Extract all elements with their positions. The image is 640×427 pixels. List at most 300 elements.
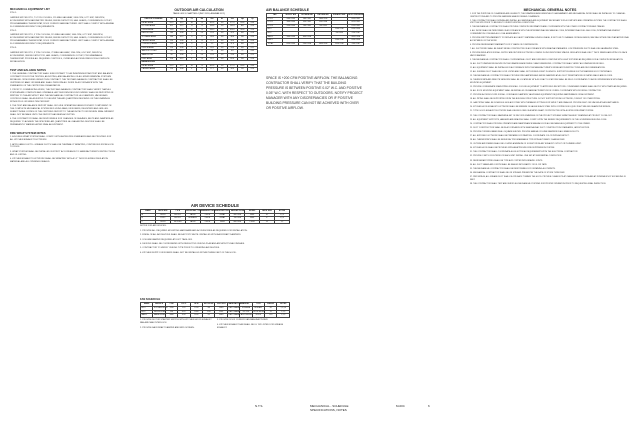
table-row (141, 220, 290, 224)
table-cell: MAU-1 (267, 35, 283, 39)
general-notes-body (470, 13, 630, 185)
general-note: 28. ALL THERMOSTATS SHALL BE SEVEN DAY PROGRAMMABLE TYPE WITH AUTOMATIC CHANGEOVER. (470, 139, 565, 142)
table-cell: 90 (167, 53, 177, 57)
table-cell: 577.0 (227, 21, 237, 25)
general-note: 36. MECHANICAL CONTRACTOR SHALL BE ON SITE AND PRESENT AT THE DATE OF STORE TURNOVER. (470, 171, 565, 174)
table-cell: MAKE-UP AIR (154, 314, 166, 317)
column-header: Voz (227, 18, 237, 22)
table-cell: CORRIDOR AREA (141, 43, 167, 47)
table-cell: 0.06 (177, 32, 187, 36)
table-cell: 205.8 (227, 25, 237, 29)
column-header: EXHAUST AIR (331, 14, 347, 18)
table-cell: 11.6 (227, 43, 237, 47)
table-cell: 0.8 (217, 57, 227, 61)
column-header: NOTES (275, 210, 290, 214)
table-cell: 100 (237, 46, 247, 50)
general-note: 5. PROVIDE WRITTEN WARRANTY TO REPLACE ALL FAULTY MATERIALS WHICH USAGE, IF NOT DUE TO DAMAGE OR NEGLIGENCE, MAY FAIL WITHIN ONE YEAR AFTER FINAL ACCEPTANCE OF THE WORK. (470, 37, 629, 42)
table-cell: 1000 (165, 314, 177, 318)
table-cell: SUPPLY (170, 213, 185, 217)
table-cell: 1150 CFM (315, 21, 331, 25)
fan-note: 1. PROVIDE MOTOR STARTER SWITCH WITH KITCHEN HOOD EXHAUST FAN AND MAU INTERLOCK. (140, 319, 212, 325)
table-cell: 0.21 (247, 46, 257, 50)
table-cell: PRICE (200, 220, 215, 224)
column-header: BLDG PRESSURE (348, 14, 364, 16)
table-cell: -150 CFM (347, 31, 363, 35)
column-header: E.S.P. (178, 303, 190, 307)
table-cell: PREP AREA (141, 57, 167, 61)
table-cell: 164.6 (207, 25, 217, 29)
column-header: MODEL (240, 303, 252, 307)
table-cell: -200 CFM (347, 42, 363, 46)
test-balance-paragraph: 4. THE CONTRACTOR SHALL BE RESPONSIBLE FOR CHANGES OF SHEAVES, BELTS AND DAMPERS AS REQUIRED TO ACHIEVE THE SPECIFIED AIR QUANTITIES. ALL BALANCING DEVICES SHALL BE PERMANENTLY MARKED AFTER FINAL ADJUSTMENT. (10, 118, 114, 126)
table-cell: 300 CFM (299, 24, 315, 28)
table-cell: 0.8 (217, 46, 227, 50)
column-header: VOLTS/PH (216, 303, 226, 306)
table-cell: 1 (187, 53, 197, 57)
table-cell: PRICE (200, 217, 215, 221)
equipment-list-body (10, 12, 115, 63)
column-header: MAX AIR FLOW (230, 210, 245, 212)
table-cell: 0.13 (247, 53, 257, 57)
table-cell: SAME ROOM (141, 53, 167, 57)
table-cell: 110 (167, 46, 177, 50)
table-cell: 40 (187, 28, 197, 32)
table-cell: 24X24 (155, 220, 170, 224)
table-cell: 800 (237, 25, 247, 29)
table-cell: 27.2 (207, 39, 217, 43)
table-cell: JANITOR CLOSET (141, 50, 167, 54)
table-cell: 0.8 (217, 28, 227, 32)
table-cell: 69.0 (227, 57, 237, 61)
air-device-note: 1. PROVIDE ALL REQUIRED MOUNTING HARDWARE AND ACCESSORIES AS REQUIRED FOR INSTALLATION. (140, 229, 248, 232)
column-header: Pz (187, 18, 197, 22)
table-cell: 120 (237, 39, 247, 43)
table-cell: KITCHEN AREA (141, 25, 167, 29)
general-note: 20. KITCHEN HOOD EXHAUST DUCTWORK SHALL BE MINIMUM 16 GAUGE BLACK STEEL WITH CONTINUOUS LIQUID-TIGHT WELDED SEAMS PER NFPA 96. (470, 106, 611, 109)
table-cell: +450 CFM (347, 21, 363, 25)
column-header: MODEL (245, 210, 260, 214)
table-cell: 1972 (167, 21, 177, 25)
table-cell: LAY-IN (185, 220, 200, 224)
table-cell: 2550 CFM (331, 42, 347, 46)
general-note: 17. PROVIDE ACCESS DOORS FOR ALL CONCEALED DAMPERS, VALVES AND EQUIPMENT REQUIRING MAINTENANCE OR ADJUSTMENT. (470, 94, 595, 97)
table-cell: 28.8 (207, 35, 217, 39)
table-cell: 208/3 (215, 314, 227, 318)
air-device-table (140, 209, 290, 224)
column-header: SUPPLY AIR (283, 14, 299, 18)
general-notes-column (470, 8, 630, 185)
table-cell: 461.6 (207, 21, 217, 25)
table-cell: 1000 CFM (283, 35, 299, 39)
table-cell: RESTROOMS (141, 32, 167, 36)
table-cell: 0.8 (217, 35, 227, 39)
column-header: RPM (190, 303, 202, 307)
test-balance-paragraph: 1. THE GENERAL CONTRACTOR SHALL SUBCONTRACT TO AN INDEPENDENT AIR TEST AND BALANCE CONTRACTOR FOR THE TESTING, ADJUSTING, AND BALANCING OF ALL ENVIRONMENTAL SYSTEMS INSTALLED OR MODIFIED UNDER THIS CONTRACT. THE TEST AND BALANCE CONTRACTOR SHALL BE CERTIFIED BY AABC OR NEBB AND SHALL PERFORM ALL WORK IN ACCORDANCE WITH THE STANDARDS OF THE CERTIFYING ORGANIZATION. (10, 72, 113, 87)
general-note: 9. THE MECHANICAL CONTRACTOR SHALL COORDINATE ALL DUCT AND DIFFUSER LOCATIONS WITH LIGHT FIXTURES AS REQUIRED FOR A COMPLETE INSTALLATION. (470, 58, 624, 61)
table-cell: +1000 CFM (347, 35, 363, 39)
table-cell: 5.4 (207, 50, 217, 54)
sheet-title-line-2: SPECIFICATIONS, NOTES (310, 408, 347, 412)
table-cell: 0.8 (217, 39, 227, 43)
table-cell: 200 (237, 32, 247, 36)
table-cell: 9.3 (207, 43, 217, 47)
air-device-notes (140, 225, 290, 254)
table-cell: 24X24 (155, 213, 170, 217)
table-cell: 0.09 (247, 50, 257, 54)
table-cell: 0.36 (247, 64, 257, 68)
table-cell: 7.5 (197, 28, 207, 32)
table-cell: 623.6 (227, 28, 237, 32)
column-header: OUTSIDE AIR (299, 14, 315, 18)
equipment-notes-column (10, 8, 115, 164)
table-cell: 0.16 (247, 32, 257, 36)
column-header: TYPE (170, 210, 185, 214)
air-device-schedule (140, 203, 290, 255)
table-cell: EF-1 (141, 307, 153, 311)
general-note: 3. THE MECHANICAL CONTRACTOR SHALL PROVIDE COMPLETE INFORMATION AND COORDINATE WITH THE OTHER CONTRACTORS AND TRADES. (470, 26, 605, 29)
table-cell: A1-D.500-G10 (240, 314, 253, 317)
column-header: WEIGHT (265, 303, 277, 307)
table-cell: SMD (245, 217, 260, 221)
general-note: 14. THERMOSTATS AND REMOTE SENSORS SHALL BE LOCATED AT 48" A.F.F. EXACT LOCATIONS SHALL BE FIELD COORDINATED TO AVOID INTERFERENCE WITH WALL MOUNTED EQUIPMENT. (470, 79, 624, 84)
general-note: 11. ALL EQUIPMENT SHALL BE INSTALLED IN ACCORDANCE WITH THE MANUFACTURER'S INSTALLATION INSTRUCTIONS AND RECOMMENDATIONS. (470, 66, 606, 69)
general-note: 8. PROVIDE INSULATION FOR ALL SUPPLY AND RETURN DUCTWORK LOCATED IN UNCONDITIONED SPACES. INSULATION SHALL BE 2" THICK FIBERGLASS WITH FOIL FACE VAPOR BARRIER. (470, 52, 628, 57)
table-cell: 1200 CFM (331, 39, 347, 43)
table-cell: 1250 (190, 307, 202, 311)
table-cell: 0.8 (217, 21, 227, 25)
table-cell: DU 12D (240, 310, 252, 314)
general-note: 7. ALL DUCTWORK SHALL BE SHEET METAL CONSTRUCTED IN ACCORDANCE WITH SMACNA STANDARDS. LOW PRESSURE DUCTS SHALL BE GALVANIZED STEEL. (470, 47, 620, 50)
general-note: 32. PROVIDE 3 SETS OF FILTERS FOR EACH UNIT. INSTALL ONE SET AT SUBSTANTIAL COMPLETION. (470, 155, 562, 158)
general-note: 6. PROVIDE REFRIGERANT WARRANTY FOR 5 YEARS ON COMPRESSORS. (470, 43, 539, 46)
sheet-title-line-1: MECHANICAL - SCHEDULE (310, 404, 349, 408)
air-device-note: 2. FINISH OF ALL AIR DEVICES SHALL BE FACTORY WHITE. INSTALLED WITH BACKDRAFT DAMPERS. (140, 234, 242, 237)
table-cell: 27.2 (207, 68, 217, 72)
column-header: TYPE (252, 303, 264, 307)
air-device-title: AIR DEVICE SCHEDULE (190, 203, 240, 208)
table-cell: 7.5 (197, 68, 207, 72)
equipment-list-title: MECHANICAL EQUIPMENT LIST (10, 8, 50, 11)
table-cell: +300 CFM (347, 24, 363, 28)
table-cell: 1800 CFM (315, 17, 331, 21)
air-device-note: NOTES FOR AIR DEVICES: (140, 225, 167, 228)
table-cell: 12X12 (155, 217, 170, 221)
table-cell: 0.06 (177, 39, 187, 43)
fan-schedule (140, 298, 290, 330)
table-cell: 45 (167, 50, 177, 54)
table-row (141, 68, 258, 72)
table-cell: 1,2,3 (275, 217, 290, 221)
table-cell: 498.9 (207, 28, 217, 32)
table-cell: 0.06 (177, 46, 187, 50)
table-cell: 4 (187, 57, 197, 61)
fan-notes (140, 319, 290, 330)
general-notes-title: MECHANICAL GENERAL NOTES (523, 8, 577, 12)
table-cell: 6200 CFM (283, 42, 299, 46)
table-cell: 1/2 (203, 314, 215, 318)
table-cell: 13.0 (227, 53, 237, 57)
test-balance-body (10, 73, 115, 127)
table-cell: PDDR (245, 220, 260, 224)
table-cell: RTU-3 (267, 24, 283, 28)
general-note: 29. OUTSIDE AIR INTAKES SHALL BE LOCATED A MINIMUM OF 10 FEET FROM ANY EXHAUST OUTLET OR PLUMBING VENT. (470, 143, 582, 146)
table-cell: 0 (197, 35, 207, 39)
table-cell: 32.3 (227, 32, 237, 36)
table-cell: 0 (197, 43, 207, 47)
general-note: 10. ALL DUCT DIMENSIONS SHOWN ON THE DRAWINGS ARE INSIDE CLEAR DIMENSIONS. CONTRACTOR SHALL VERIFY ALL DIMENSIONS IN FIELD. (470, 62, 605, 65)
column-header: Az (167, 18, 177, 22)
table-cell: 1,2,3 (277, 310, 290, 314)
table-cell: 120 (167, 39, 177, 43)
table-cell: 6" (260, 217, 275, 221)
table-cell: 0.12 (177, 57, 187, 61)
table-cell: 1100 (190, 314, 202, 318)
table-cell: 0.36 (247, 21, 257, 25)
table-cell: LAY-IN (185, 213, 200, 217)
table-cell: 208/3 (215, 307, 227, 311)
table-cell: CASHIER AREA (141, 68, 167, 72)
scale-label: N.T.S. (255, 404, 264, 408)
table-cell: -1200 CFM (347, 39, 363, 43)
column-header: NOTES (277, 303, 290, 307)
table-cell: 250 (237, 57, 247, 61)
table-cell: 1972 (167, 64, 177, 68)
column-header: Vpz (237, 18, 247, 22)
test-balance-paragraph: 2. PRIOR TO COMMENCING WORK, THE TEST AND BALANCE CONTRACTOR SHALL VERIFY THAT ALL SYSTEMS ARE COMPLETE AND OPERABLE. ANY DEFICIENCIES DISCOVERED SHALL BE REPORTED IN WRITING TO THE ARCHITECT AND THE MECHANICAL CONTRACTOR. ALL DAMPERS, VALVES AND CONTROLS SHALL BE ADJUSTED TO DELIVER THE AIR QUANTITIES INDICATED ON THE DRAWINGS WITHIN PLUS OR MINUS TEN PERCENT. (10, 88, 114, 103)
general-note: 25. DUCT CONSTRUCTION SHALL BE IN ACCORDANCE WITH SMACNA HVAC DUCT CONSTRUCTION STANDARDS, LATEST EDITION. (470, 126, 590, 129)
fire-wrap-body (10, 136, 115, 164)
air-balance-title: AIR BALANCE SCHEDULE (266, 8, 309, 12)
table-subheader: BREAKROOMS (141, 61, 258, 65)
table-cell: 210 (265, 314, 277, 318)
table-cell: 34.0 (227, 39, 237, 43)
table-cell: 0.26 (247, 25, 257, 29)
table-cell: 180 (167, 32, 177, 36)
table-cell: 1,2,3,4 (277, 307, 290, 311)
table-cell: 0.12 (177, 64, 187, 68)
table-cell: 2350 CFM (299, 42, 315, 46)
table-cell: 0.28 (247, 57, 257, 61)
table-cell: 25 (265, 310, 277, 314)
table-row (141, 314, 290, 318)
general-note: 22. THE CONTRACTOR SHALL MAINTAIN A SET OF RECORD DRAWINGS ON THE PROJECT SITE AND SUBMIT AS-BUILT DRAWINGS AT PROJECT CLOSE-OUT. (470, 114, 613, 117)
column-header: MARK (141, 210, 156, 214)
table-cell: 120 (167, 68, 177, 72)
general-note: 19. GAS PIPING SHALL BE SCHEDULE 40 BLACK STEEL WITH THREADED FITTINGS FOR SIZES 2" AND SMALLER. PROVIDE SHUT-OFF VALVES AT EACH APPLIANCE. (470, 102, 620, 105)
table-cell: 120/1 (215, 310, 227, 314)
column-header: MANUFACTURER (228, 303, 244, 306)
general-note: 38. THE CONTRACTOR SHALL TEST AND VERIFY ALL MECHANICAL SYSTEMS FOR PROPER OPERATION PRIOR TO REQUESTING FINAL INSPECTION. (470, 182, 606, 185)
general-note: 2. THE CONTRACTOR SHALL FURNISH AND INSTALL ALL MATERIALS AND EQUIPMENT NECESSARY FOR A COMPLETE AND OPERATING SYSTEM. THE CONTRACTOR SHALL VISIT THE SITE PRIOR TO BIDDING TO VERIFY EXISTING CONDITIONS. (470, 19, 627, 25)
table-cell: EF-2 (141, 310, 153, 314)
general-note: 35. THE MECHANICAL CONTRACTOR SHALL BE RESPONSIBLE FOR OBTAINING ALL PERMITS. (470, 167, 556, 170)
table-cell: RETAIL AREA (141, 21, 167, 25)
table-cell: CAPTIVEAIRE (228, 314, 241, 317)
table-cell: 0 (197, 50, 207, 54)
air-device-note: 6. KITCHEN SUPPLY DIFFUSERS SHALL NOT BE INSTALLED WITHIN THREE FEET OF THE HOOD. (140, 251, 237, 254)
general-note: 27. ALL EXPOSED DUCTWORK SHALL BE PREPARED FOR PAINTING. COORDINATE COLOR WITH ARCHITECT. (470, 135, 570, 137)
table-cell: 150 CFM (331, 31, 347, 35)
table-cell: 240 (167, 35, 177, 39)
table-cell: 900 CFM (315, 24, 331, 28)
column-header: DESCRIPTION (216, 210, 229, 212)
table-cell: 100 (237, 43, 247, 47)
table-cell: 30 (187, 64, 197, 68)
general-note: 12. ALL FLEXIBLE DUCT SHALL BE UL 181 LISTED AND SHALL NOT EXCEED 6 FEET IN LENGTH. SUPPORT FLEXIBLE DUCT AT MAXIMUM 4 FOOT INTERVALS. (470, 71, 613, 73)
table-cell: 0.8 (217, 50, 227, 54)
table-cell: 1200 CFM (283, 24, 299, 28)
test-balance-paragraph: 3. THE TEST AND BALANCE REPORT SHALL INCLUDE OPERATING DATA FOR EVERY COMPONENT OF THE COMPLETE MECHANICAL SYSTEM INCLUDING FANS, DIFFUSERS, REGISTERS AND GRILLES. SUBMIT THREE COPIES OF THE CERTIFIED REPORT TO THE ARCHITECT FOR REVIEW. FINAL PAYMENT SHALL NOT BE MADE UNTIL THE REPORT HAS BEEN ACCEPTED. (10, 104, 114, 116)
table-cell: 7.5 (197, 64, 207, 68)
outdoor-air-calc-table (140, 17, 258, 72)
table-cell: C (141, 220, 156, 224)
table-cell: RETAIL AREA (141, 64, 167, 68)
table-cell: 4 (187, 68, 197, 72)
table-cell: 0.06 (177, 43, 187, 47)
table-cell: 100 (237, 53, 247, 57)
table-cell: RETURN (170, 220, 185, 224)
column-header: FACE SIZE (155, 210, 170, 214)
sheet-number: M-004 (396, 404, 405, 408)
table-cell: 0.24 (247, 35, 257, 39)
equipment-paragraph: RTU-3: (10, 47, 17, 50)
table-cell: SMD (245, 213, 260, 217)
table-cell: 1600 (237, 64, 247, 68)
table-cell: CAPTIVEAIRE (228, 310, 241, 313)
table-cell: 0 (187, 50, 197, 54)
table-cell: 400 CFM (230, 213, 245, 217)
title-block (200, 404, 500, 412)
table-cell: 1.25" (178, 307, 190, 311)
table-cell: 10.4 (207, 53, 217, 57)
table-cell: 210 (167, 57, 177, 61)
table-cell: 14" (260, 220, 275, 224)
column-header: MARK (141, 303, 153, 307)
table-cell: 461.6 (207, 64, 217, 68)
outdoor-air-calc-title: OUTDOOR AIR CALCULATION (174, 8, 224, 12)
table-cell: 1200 CFM (331, 28, 347, 32)
general-note: 13. THE MECHANICAL CONTRACTOR SHALL PROVIDE FIRE DAMPERS AND SMOKE DAMPERS AT ALL DUCT PENETRATIONS OF RATED WALLS AND FLOORS. (470, 75, 613, 78)
column-header: SERVICE (153, 303, 165, 307)
table-cell: 1,2,3 (275, 213, 290, 217)
table-cell: 1200 (165, 307, 177, 311)
general-note: 18. ALL PIPING SHALL BE SUPPORTED FROM THE BUILDING STRUCTURE. DO NOT SUPPORT FROM DUCTWORK, CONDUIT OR OTHER PIPING. (470, 98, 601, 101)
equipment-paragraph: CARRIER 48TCED RTU, 5 TON COOLING, 115 MBH GAS HEAT, 1600 CFM, 0.75" ESP, 208V/3PH, ECONOMIZER WITH BAROMETRIC RELIEF, SMOKE DETECTOR, HAIL GUARD, CONVENIENCE OUTLET, PROGRAMMABLE THERMOSTAT, ROOF CURB BY MANUFACTURER. UNIT SHALL COMPLY WITH ASHRAE 90.1 MINIMUM EFFICIENCY REQUIREMENTS. (10, 34, 115, 46)
table-cell: 0 (187, 35, 197, 39)
general-note: 21. TYPE I HOOD EXHAUST DUCTWORK SHALL BE ENCLOSED IN A RATED SHAFT OR PROTECTED WITH A LISTED FIRE WRAP SYSTEM. (470, 110, 594, 113)
table-cell: CASHIER AREA (141, 39, 167, 43)
column-header: Ez (217, 18, 227, 22)
table-cell: 25.8 (207, 32, 217, 36)
table-cell: DU50HFA (240, 307, 252, 311)
table-cell: -1200 CFM (347, 28, 363, 32)
table-cell: 1600 (237, 21, 247, 25)
column-header: DESCRIPTION/AREA (141, 18, 167, 22)
general-note: 24. CONTRACTOR SHALL PROVIDE OPERATION AND MAINTENANCE MANUALS FOR ALL MECHANICAL EQUIPMENT TO THE OWNER. (470, 122, 591, 125)
table-cell: 5.0 (197, 32, 207, 36)
equipment-paragraph: RTU-2: (10, 29, 17, 32)
table-cell: SURFACE (185, 217, 200, 221)
table-cell: 12 (187, 25, 197, 29)
table-cell: 2400 CFM (283, 17, 299, 21)
general-note: 23. ALL EQUIPMENT SUPPORTS, HANGERS AND BRACING SHALL COMPLY WITH THE SEISMIC REQUIREMENTS OF THE GOVERNING BUILDING CODE. (470, 118, 607, 121)
table-cell: 16.6 (207, 46, 217, 50)
column-header: NECK SIZE (260, 210, 275, 214)
column-header: TAG (267, 14, 283, 18)
table-cell: RTU-2 (267, 21, 283, 25)
table-cell: TOTAL (267, 42, 283, 46)
table-cell: 1,2,3 (277, 314, 290, 318)
table-cell: 3/4 (203, 307, 215, 311)
table-cell: A (141, 213, 156, 217)
table-cell: RTU-1 (267, 17, 283, 21)
fire-wrap-paragraph: 4. KITCHEN EXHAUST DUCTWORK SHALL BE WRAPPED WITH A 1.5" THICK FLEXIBLE INSULATION MATERIAL AND ALL OPENINGS SEALED. (10, 158, 108, 164)
table-cell: 2 (187, 46, 197, 50)
table-cell: 0.18 (177, 28, 187, 32)
table-cell: 0.8 (217, 43, 227, 47)
table-cell: 4 (187, 39, 197, 43)
table-cell: RESTROOMS (154, 310, 166, 313)
table-cell: 577.0 (227, 64, 237, 68)
table-cell: 2 (187, 32, 197, 36)
table-cell: 6.8 (227, 50, 237, 54)
table-cell: 0.12 (247, 43, 257, 47)
table-cell: 0.8 (217, 53, 227, 57)
table-cell: 55.2 (207, 57, 217, 61)
general-note: 26. PROVIDE TURNING VANES IN ALL SQUARE ELBOWS. PROVIDE MANUAL VOLUME DAMPERS IN ALL BRANCH DUCTS. (470, 130, 580, 133)
table-cell: 10" (260, 213, 275, 217)
table-cell: 1000 CFM (299, 35, 315, 39)
table-cell: ROOF MOUNT (253, 310, 266, 313)
table-cell: CAPTIVEAIRE (228, 307, 241, 309)
column-header: MOUNTING TYPE (186, 210, 202, 212)
table-cell: B (141, 217, 156, 221)
general-note: 30. KITCHEN HOOD SHALL BE PROVIDED WITH AN APPROVED FIRE SUPPRESSION SYSTEM. (470, 147, 555, 150)
table-cell: 7.5 (197, 39, 207, 43)
table-cell: 5.0 (197, 53, 207, 57)
table-cell: 800 CFM (230, 220, 245, 224)
table-cell: 0.12 (177, 21, 187, 25)
air-balance-schedule (266, 8, 364, 111)
table-cell: 0.8 (217, 68, 227, 72)
table-cell: 0.28 (247, 39, 257, 43)
table-cell: ROOF (252, 314, 264, 318)
table-cell: DINING AREA (141, 28, 167, 32)
table-cell: 0.8 (217, 32, 227, 36)
fan-note: 3. PROVIDE ROOF CURB BY FAN MANUFACTURER. (217, 319, 269, 322)
general-note: 31. THE CONTRACTOR SHALL COORDINATE ALL ELECTRICAL REQUIREMENTS WITH THE ELECTRICAL CONTRACTOR. (470, 151, 578, 154)
air-device-note: 5. CONTRACTOR TO VERIFY CEILING TYPE PRIOR TO ORDERING AIR DEVICES. (140, 247, 220, 250)
table-cell: 0.12 (177, 50, 187, 54)
general-note: 16. ALL ROOF MOUNTED EQUIPMENT SHALL BE INSTALLED ON MANUFACTURER'S ROOF CURBS. COORDINATE WITH ROOFING CONTRACTOR. (470, 89, 602, 92)
air-device-note: 3. VOLUME DAMPER REQUIRED AT DUCT TAKE-OFF. (140, 238, 193, 241)
general-note: 37. PER NFPA 96, ALL GREASE DUCT SHALL SLOPE BACK TOWARD THE HOOD. PROVIDE CLEANOUTS AT CHANGES IN DIRECTION AND AT INTERVALS NOT EXCEEDING 20 FEET. (470, 175, 626, 181)
table-cell: 0.25" (178, 310, 190, 314)
table-cell: 34.0 (227, 68, 237, 72)
column-header: MOTOR HP (203, 303, 214, 306)
table-row (267, 42, 364, 46)
table-cell: 85 (265, 307, 277, 311)
table-cell: 450 CFM (299, 21, 315, 25)
table-cell: 5.0 (197, 46, 207, 50)
table-cell: 0.28 (247, 68, 257, 72)
table-cell: 150 (165, 310, 177, 314)
table-cell: 36.0 (227, 35, 237, 39)
equipment-paragraph: RTU-1: (10, 12, 17, 15)
column-header: MANUFACTURER (201, 210, 217, 212)
table-cell: 20.8 (227, 46, 237, 50)
air-balance-note: SPACE IS +200 CFM POSITIVE AIRFLOW. THE BALANCING CONTRACTOR SHALL VERIFY THAT THE BUILDING PRESSURE IS BETWEEN POSITIVE 0.02" W.C. AND POSITIVE 0.05" W.C. WITH RESPECT TO OUTDOORS. NOTIFY PROJECT MANAGER WITH ANY DISCREPANCIES OR IF POSITIVE BUILDING PRESSURE CAN NOT BE ACHIEVED WITH OVER OR POSITIVE AIRFLOW. (266, 76, 363, 111)
